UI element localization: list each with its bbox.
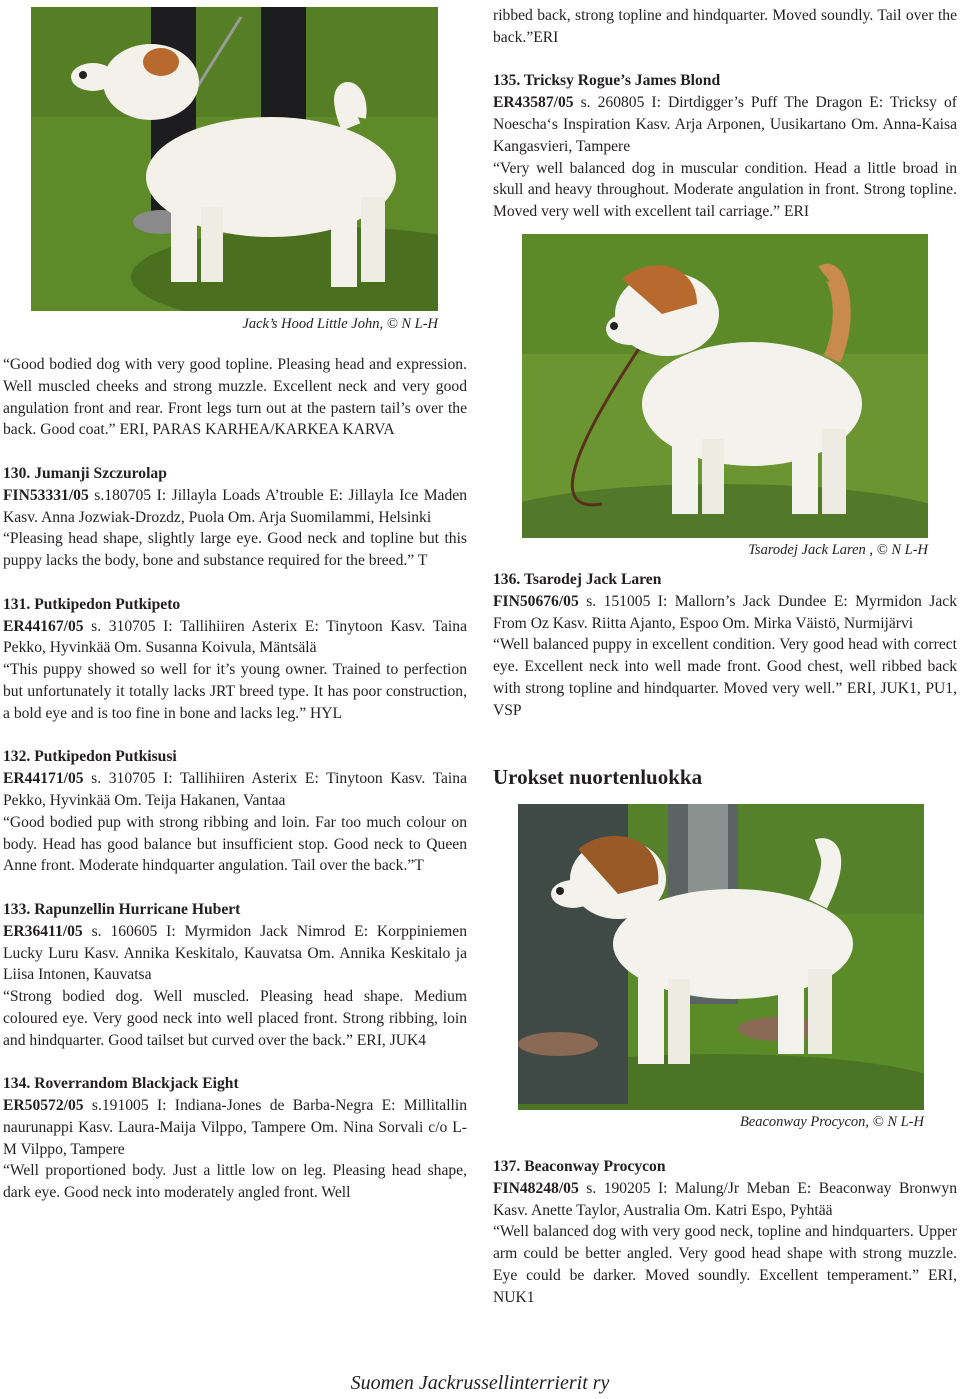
entry-reg: FIN50676/05 [493, 592, 579, 610]
right-column-top [493, 5, 957, 223]
entry-info: s.191005 I: Indiana-Jones de Barba-Negra E: Millitallin naurunappi Kasv. Laura-Maija Vilppo, Tampere Om. Nina Sorvali c/o L-M Vilppo, Tampere [3, 1097, 467, 1158]
photo-caption-1: Jack’s Hood Little John, © N L-H [242, 316, 438, 332]
left-column [3, 354, 467, 1204]
entry-130 [3, 463, 467, 572]
photo-beaconway-procycon [518, 804, 924, 1110]
entry-details [3, 1095, 467, 1160]
entry-reg: ER44167/05 [3, 617, 84, 635]
entry-critique: “Very well balanced dog in muscular condition. Head a little broad in skull and heavy throughout. Moderate angulation in front. Strong topline. Moved very well with excellent tail carriage.” ERI [493, 159, 957, 221]
entry-reg: ER50572/05 [3, 1097, 84, 1115]
entry-info: s. 190205 I: Malung/Jr Meban E: Beaconway Bronwyn Kasv. Anette Taylor, Australia Om. Katri Espo, Pyhtää [493, 1179, 957, 1219]
entry-critique: “Well balanced dog with very good neck, topline and hindquarters. Upper arm could be better angled. Very good head shape with strong muzzle. Eye could be darker. Moved soundly. Excellent temperament.” ERI, NUK1 [493, 1223, 957, 1306]
continuation-critique: ribbed back, strong topline and hindquarter. Moved soundly. Tail over the back.”ERI [493, 7, 957, 46]
entry-title: 131. Putkipedon Putkipeto [3, 595, 181, 613]
entry-critique: “Strong bodied dog. Well muscled. Pleasing head shape. Medium coloured eye. Very good neck into well placed front. Strong ribbing, loin and hindquarter. Good tailset but curved over the back.” ERI, JUK4 [3, 988, 467, 1049]
dog-photo-1 [31, 7, 438, 311]
entry-reg: FIN48248/05 [493, 1179, 579, 1197]
photo-jacks-hood-little-john [31, 7, 438, 311]
entry-132 [3, 746, 467, 877]
entry-title: 133. Rapunzellin Hurricane Hubert [3, 900, 241, 918]
right-column-bottom [493, 1156, 957, 1309]
entry-critique: “Well proportioned body. Just a little low on leg. Pleasing head shape, dark eye. Good neck into moderately angled front. Well [3, 1162, 467, 1202]
section-heading: Urokset nuortenluokka [493, 765, 703, 789]
entry-critique: “Well balanced puppy in excellent condition. Very good head with correct eye. Excellent neck into well made front. Good chest, well ribbed back with strong topline and hindquarter. Moved very well.” ERI, JUK1, PU1, VSP [493, 636, 957, 719]
photo-caption-2: Tsarodej Jack Laren , © N L-H [748, 542, 928, 558]
footer-publisher: Suomen Jackrussellinterrierit ry [350, 1372, 610, 1394]
entry-info: s. 260805 I: Dirtdigger’s Puff The Dragon E: Tricksy of Noescha‘s Inspiration Kasv. Arja Arponen, Uusikartano Om. Anna-Kaisa Kangasvieri, Tampere [493, 94, 957, 155]
entry-133 [3, 899, 467, 1052]
entry-info: s. 160605 I: Myrmidon Jack Nimrod E: Korppiniemen Lucky Luru Kasv. Annika Keskitalo, Kauvatsa Om. Annika Keskitalo ja Liisa Intonen, Kauvatsa [3, 922, 467, 984]
entry-critique: “Pleasing head shape, slightly large eye. Good neck and topline but this puppy lacks the body, bone and substance required for the breed.” T [3, 530, 467, 570]
entry-details [3, 616, 467, 660]
entry-136 [493, 569, 957, 722]
entry-title: 136. Tsarodej Jack Laren [493, 571, 662, 588]
entry-info: s. 310705 I: Tallihiiren Asterix E: Tinytoon Kasv. Taina Pekko, Hyvinkää Om. Teija Hakanen, Vantaa [3, 770, 467, 809]
entry-137 [493, 1156, 957, 1309]
entry-info: s.180705 I: Jillayla Loads A’trouble E: Jillayla Ice Maden Kasv. Anna Jozwiak-Drozdz, Puola Om. Arja Suomilammi, Helsinki [3, 486, 467, 526]
entry-details [493, 591, 957, 635]
entry-title: 134. Roverrandom Blackjack Eight [3, 1075, 239, 1093]
entry-details [493, 1178, 957, 1222]
entry-title: 135. Tricksy Rogue’s James Blond [493, 72, 721, 90]
entry-title: 132. Putkipedon Putkisusi [3, 748, 177, 766]
intro-critique: “Good bodied dog with very good topline. Pleasing head and expression. Well muscled cheeks and strong muzzle. Excellent neck and very good angulation front and rear. Front legs turn out at the pastern tail’s over the back. Good coat.” ERI, PARAS KARHEA/KARKEA KARVA [3, 356, 467, 439]
entry-info: s. 151005 I: Mallorn’s Jack Dundee E: Myrmidon Jack From Oz Kasv. Riitta Ajanto, Espoo Om. Mirka Väistö, Nurmijärvi [493, 592, 957, 632]
entry-reg: ER36411/05 [3, 922, 83, 940]
entry-critique: “Good bodied pup with strong ribbing and loin. Far too much colour on body. Head has good balance but insufficient stop. Good neck to Queen Anne front. Moderate hindquarter angulation. Tail over the back.”T [3, 813, 467, 875]
dog-photo-3 [518, 804, 924, 1110]
entry-title: 137. Beaconway Procycon [493, 1158, 666, 1175]
dog-photo-2 [522, 234, 928, 538]
entry-reg: FIN53331/05 [3, 486, 89, 504]
photo-caption-3: Beaconway Procycon, © N L-H [739, 1114, 924, 1130]
entry-info: s. 310705 I: Tallihiiren Asterix E: Tinytoon Kasv. Taina Pekko, Hyvinkää Om. Susanna Koivula, Mäntsälä [3, 617, 467, 657]
entry-details [493, 92, 957, 157]
entry-critique: “This puppy showed so well for it’s young owner. Trained to perfection but unfortunately it totally lacks JRT breed type. It has poor construction, a bold eye and is too fine in bone and lacks leg.” HYL [3, 661, 467, 722]
entry-131 [3, 594, 467, 725]
entry-reg: ER44171/05 [3, 770, 84, 788]
entry-details [3, 768, 467, 812]
right-column-middle [493, 569, 957, 722]
photo-tsarodej-jack-laren [522, 234, 928, 538]
entry-details [3, 921, 467, 986]
entry-details [3, 485, 467, 529]
entry-135 [493, 70, 957, 223]
entry-reg: ER43587/05 [493, 94, 574, 112]
entry-134 [3, 1073, 467, 1204]
entry-title: 130. Jumanji Szczurolap [3, 464, 167, 482]
